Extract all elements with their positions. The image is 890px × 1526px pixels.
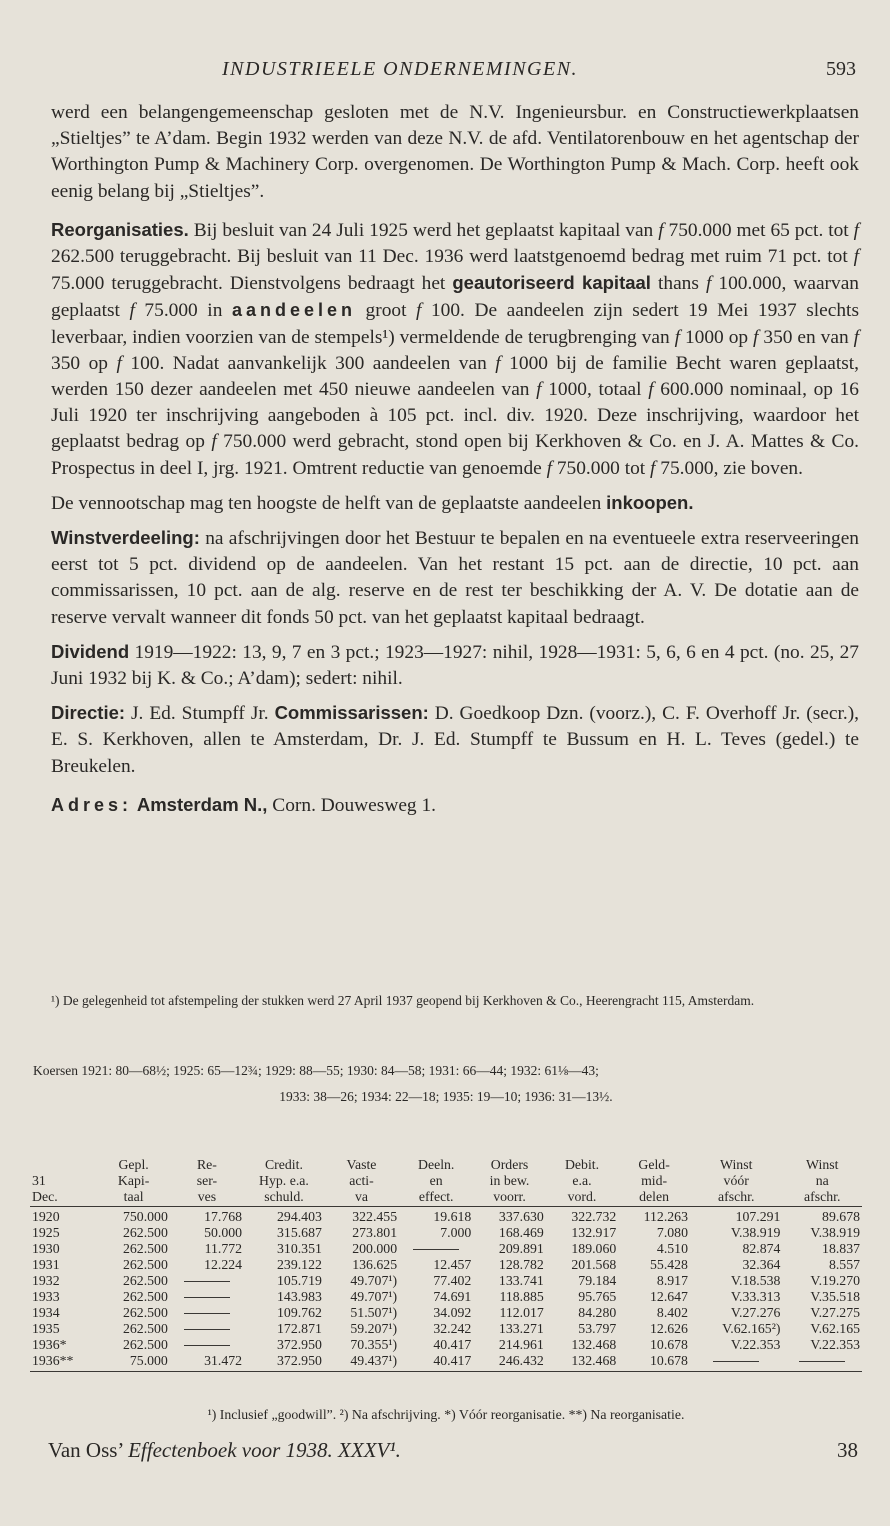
page-footer [48,1438,858,1468]
table-cell: V.38.919 [730,1225,781,1240]
table-cell [399,1241,473,1257]
paragraph-reorganisaties: Reorganisaties. Bij besluit van 24 Juli 1925 werd het geplaatst kapitaal van f 750.000 met 65 pct. tot f 262.500 teruggebracht. Bij besluit van 11 Dec. 1936 werd laatstgenoemd bedrag met ruim 71 pct. tot f 75.000 teruggebracht. Dienstvolgens bedraagt het geautoriseerd kapitaal thans f 100.000, waarvan geplaatst f 75.000 in aandeelen groot f 100. De aandeelen zijn sedert 19 Mei 1937 slechts leverbaar, indien voorzien van de stempels¹) vermeldende de terugbrenging van f 1000 op f 350 en van f 350 op f 100. Nadat aanvankelijk 300 aandeelen van f 1000 bij de familie Becht waren geplaatst, werden 150 dezer aandeelen met 450 nieuwe aandeelen van f 1000, totaal f 600.000 nominaal, op 16 Juli 1920 ter inschrijving aangeboden à 105 pct. incl. div. 1920. Deze inschrijving, waardoor het geplaatst bedrag op f 750.000 werd gebracht, stond open bij Kerkhoven & Co. en J. A. Mattes & Co. Prospectus in deel I, jrg. 1921. Omtrent reductie van genoemde f 750.000 tot f 75.000, zie boven. [51,218,860,479]
table-cell: 12.647 [650,1289,688,1304]
table-cell [170,1321,244,1337]
table-cell: 79.184 [578,1273,617,1288]
table-cell: 172.871 [277,1321,322,1336]
column-header: Geld- [638,1157,670,1172]
column-header: Orders [490,1157,529,1172]
table-row [30,1305,862,1321]
table-cell: 53.797 [578,1321,617,1336]
directie-label: Directie: [51,702,126,724]
table-cell: 70.355¹) [350,1337,398,1352]
table-cell: 118.885 [499,1289,544,1304]
table-cell: 112.017 [499,1305,544,1320]
table-cell: 200.000 [352,1241,398,1256]
table-cell: 262.500 [123,1241,168,1256]
table-cell: 143.983 [277,1289,322,1304]
koersen-line-2: 1933: 38—26; 1934: 22—18; 1935: 19—10; 1936: 31—13½. [279,1089,613,1104]
main-text [51,100,859,819]
table-cell: 750.000 [123,1209,168,1224]
table-cell: 82.874 [742,1241,781,1256]
winstverdeeling-label: Winstverdeeling: [51,527,200,549]
table-cell: 40.417 [399,1353,473,1372]
table-cell: V.27.275 [810,1305,860,1320]
table-cell: 89.678 [822,1209,860,1224]
table-cell: 322.455 [352,1209,398,1224]
table-cell: 372.950 [244,1353,324,1372]
table-cell: 8.402 [656,1305,688,1320]
paragraph-inkoopen: De vennootschap mag ten hoogste de helft van de geplaatste aandeelen inkoopen. [51,491,694,514]
table-cell: 1920 [32,1209,60,1224]
running-header [222,58,856,88]
table-cell: 310.351 [277,1241,322,1256]
inkoopen-label: inkoopen. [606,491,694,513]
table-cell [170,1305,244,1321]
table-cell: 1931 [32,1257,60,1272]
column-header: Deeln. [417,1157,455,1172]
table-cell: 49.437¹) [324,1353,399,1372]
table-cell: 19.618 [433,1209,472,1224]
adres-city: Amsterdam N., [136,793,268,815]
table-row [30,1337,862,1353]
table-cell: 12.224 [204,1257,243,1272]
table-cell: 262.500 [123,1257,168,1272]
table-cell: 59.207¹) [350,1321,398,1336]
commissarissen-label: Commissarissen: [274,702,429,724]
table-cell: V.22.353 [730,1337,781,1352]
column-header: Credit. [264,1157,303,1172]
table-cell: 1933 [32,1289,60,1304]
table-cell: 8.917 [656,1273,688,1288]
section-title: INDUSTRIEELE ONDERNEMINGEN. [222,58,579,80]
column-header: afschr. [782,1189,862,1207]
table-cell: V.62.165 [810,1321,860,1336]
table-cell [170,1337,244,1353]
table-cell: V.35.518 [810,1289,860,1304]
table-cell: 95.765 [578,1289,617,1304]
table-cell: 262.500 [123,1305,168,1320]
column-header: Winst [806,1157,839,1172]
empty-dash [184,1281,230,1282]
table-cell: 12.457 [433,1257,472,1272]
table-cell: 1936** [30,1353,97,1372]
table-cell [170,1273,244,1289]
column-header: afschr. [690,1189,782,1207]
table-cell: V.18.538 [730,1273,781,1288]
table-cell: 50.000 [204,1225,243,1240]
column-header: Dec. [30,1189,97,1207]
table-cell: 75.000 [97,1353,169,1372]
table-cell: 322.732 [571,1209,617,1224]
table-cell [782,1353,862,1372]
table-cell: 40.417 [433,1337,472,1352]
table-cell: 84.280 [578,1305,617,1320]
column-header: Vaste [346,1157,377,1172]
table-cell: 201.568 [571,1257,617,1272]
koersen-block [33,1058,859,1110]
table-cell: 128.782 [498,1257,544,1272]
table-cell: 11.772 [204,1241,243,1256]
paragraph-adres: Adres: Amsterdam N., Corn. Douwesweg 1. [51,793,437,816]
table-cell: 1935 [32,1321,60,1336]
table-cell: 132.917 [571,1225,617,1240]
table-cell: V.38.919 [810,1225,860,1240]
table-cell: 77.402 [433,1273,472,1288]
table-cell: 189.060 [571,1241,617,1256]
table-cell [170,1289,244,1305]
table-cell: 7.080 [656,1225,688,1240]
table-cell: 132.468 [571,1337,617,1352]
column-header: delen [618,1189,690,1207]
column-header: Kapi- [117,1173,150,1188]
table-cell: 273.801 [352,1225,398,1240]
reorganisaties-label: Reorganisaties. [51,218,189,240]
table-cell: 7.000 [440,1225,472,1240]
table-cell: 74.691 [433,1289,472,1304]
table-cell: 168.469 [498,1225,544,1240]
column-header: 31 [32,1173,46,1188]
table-cell: V.27.276 [730,1305,781,1320]
table-cell: 294.403 [277,1209,322,1224]
table-cell: 32.364 [742,1257,781,1272]
table-cell: 32.242 [433,1321,472,1336]
table-cell: 17.768 [204,1209,243,1224]
empty-dash [184,1329,230,1330]
table-cell: 262.500 [123,1289,168,1304]
column-header: Gepl. [118,1157,149,1172]
paragraph-winstverdeeling: Winstverdeeling: na afschrijvingen door het Bestuur te bepalen en na eventueele extra reserveeringen eerst tot 5 pct. dividend op de aandeelen. Van het restant 15 pct. aan de directie, 10 pct. aan commissarissen, 10 pct. aan de alg. reserve en de rest ter beschikking der A. V. De dotatie aan de reserve vervalt wanneer dit fonds 50 pct. van het geplaatst kapitaal bedraagt. [51,527,859,628]
table-cell: 337.630 [498,1209,544,1224]
table-cell: 132.468 [546,1353,618,1372]
geautoriseerd-kapitaal-label: geautoriseerd kapitaal [452,272,651,294]
empty-dash [184,1345,230,1346]
table-cell: 55.428 [650,1257,688,1272]
aandeelen-label: aandeelen [231,300,356,321]
table-cell: 1932 [32,1273,60,1288]
column-header: en [429,1173,443,1188]
column-header: na [815,1173,829,1188]
table-cell: 262.500 [123,1273,168,1288]
column-header: Hyp. e.a. [259,1173,309,1188]
table-row [30,1289,862,1305]
table-cell: 214.961 [498,1337,544,1352]
table-cell: V.62.165²) [722,1321,781,1336]
table-cell: 136.625 [352,1257,398,1272]
table-cell: 12.626 [650,1321,688,1336]
table-cell: 8.557 [828,1257,860,1272]
column-header: schuld. [244,1189,324,1207]
table-cell: 262.500 [123,1321,168,1336]
adres-label: Adres: [51,794,133,815]
table-footnotes: ¹) Inclusief „goodwill”. ²) Na afschrijving. *) Vóór reorganisatie. **) Na reorganisatie. [207,1407,685,1422]
table-cell: 1936* [32,1337,67,1352]
table-cell: V.19.270 [810,1273,860,1288]
empty-dash [713,1361,759,1362]
column-header: acti- [349,1173,374,1188]
column-header: voorr. [473,1189,545,1207]
column-header: ves [170,1189,244,1207]
paragraph-dividend: Dividend 1919—1922: 13, 9, 7 en 3 pct.; 1923—1927: nihil, 1928—1931: 5, 6, 6 en 4 pct. (no. 25, 27 Juni 1932 bij K. & Co.; A’dam); sedert: nihil. [51,640,859,690]
table-cell: 107.291 [735,1209,781,1224]
footer-book-title: Van Oss’ Effectenboek voor 1938. XXXV¹. [48,1438,401,1462]
empty-dash [184,1297,230,1298]
table-cell: 262.500 [123,1337,168,1352]
column-header: taal [97,1189,169,1207]
column-header: vóór [723,1173,749,1188]
column-header: va [324,1189,399,1207]
table-cell: 109.762 [277,1305,322,1320]
table-row [30,1321,862,1337]
paragraph-intro: werd een belangengemeenschap gesloten met de N.V. Ingenieursbur. en Constructiewerkplaatsen „Stieltjes” te A’dam. Begin 1932 werden van deze N.V. de afd. Ventilatorenbouw en het agentschap der Worthington Pump & Machinery Corp. overgenomen. De Worthington Pump & Mach. Corp. heeft ook eenig belang bij „Stieltjes”. [51,102,859,202]
paragraph-directie: Directie: J. Ed. Stumpff Jr. Commissarissen: D. Goedkoop Dzn. (voorz.), C. F. Overhoff Jr. (secr.), E. S. Kerkhoven, allen te Amsterdam, Dr. J. Ed. Stumpff te Bussum en H. L. Teves (gedel.) te Breukelen. [51,702,859,777]
table-cell: V.22.353 [810,1337,860,1352]
table-cell: 1925 [32,1225,60,1240]
column-header: effect. [399,1189,473,1207]
table-cell: 34.092 [433,1305,472,1320]
footer-number: 38 [837,1438,858,1462]
table-cell: 262.500 [123,1225,168,1240]
table-cell: 246.432 [473,1353,545,1372]
dividend-label: Dividend [51,640,130,662]
table-row [30,1273,862,1289]
table-cell: 133.271 [498,1321,544,1336]
table-cell: 315.687 [277,1225,322,1240]
column-header: ser- [196,1173,218,1188]
table-cell: 1930 [32,1241,60,1256]
table-cell: 112.263 [643,1209,688,1224]
table-cell: 10.678 [650,1337,688,1352]
table-cell: 4.510 [656,1241,688,1256]
table-cell: 49.707¹) [350,1289,398,1304]
table-row [30,1241,862,1257]
column-header: Debit. [564,1157,600,1172]
table-row [30,1225,862,1241]
table-row [30,1257,862,1273]
table-cell: 239.122 [277,1257,322,1272]
table-row [30,1353,862,1372]
table-cell: 372.950 [277,1337,322,1352]
table-cell: 10.678 [618,1353,690,1372]
table-cell: V.33.313 [730,1289,781,1304]
table-cell: 1934 [32,1305,60,1320]
column-header [30,1157,97,1173]
column-header: in bew. [489,1173,530,1188]
financial-table [30,1157,862,1372]
table-cell: 133.741 [498,1273,544,1288]
footnote: ¹) De gelegenheid tot afstempeling der stukken werd 27 April 1937 geopend bij Kerkhoven & Co., Heerengracht 115, Amsterdam. [51,993,755,1008]
table-cell: 18.837 [822,1241,860,1256]
koersen-line-1: Koersen 1921: 80—68½; 1925: 65—12¾; 1929: 88—55; 1930: 84—58; 1931: 66—44; 1932: 61⅛—43; [33,1063,599,1078]
table-cell: 105.719 [277,1273,322,1288]
table-row [30,1207,862,1226]
table-cell: 51.507¹) [350,1305,398,1320]
column-header: mid- [641,1173,668,1188]
empty-dash [799,1361,845,1362]
table-cell [690,1353,782,1372]
table-cell: 209.891 [498,1241,544,1256]
empty-dash [184,1313,230,1314]
column-header: Winst [720,1157,753,1172]
table-cell: 31.472 [170,1353,244,1372]
column-header: Re- [196,1157,217,1172]
column-header: vord. [546,1189,618,1207]
page-number: 593 [826,58,856,80]
column-header: e.a. [572,1173,592,1188]
table-cell: 49.707¹) [350,1273,398,1288]
empty-dash [413,1249,459,1250]
